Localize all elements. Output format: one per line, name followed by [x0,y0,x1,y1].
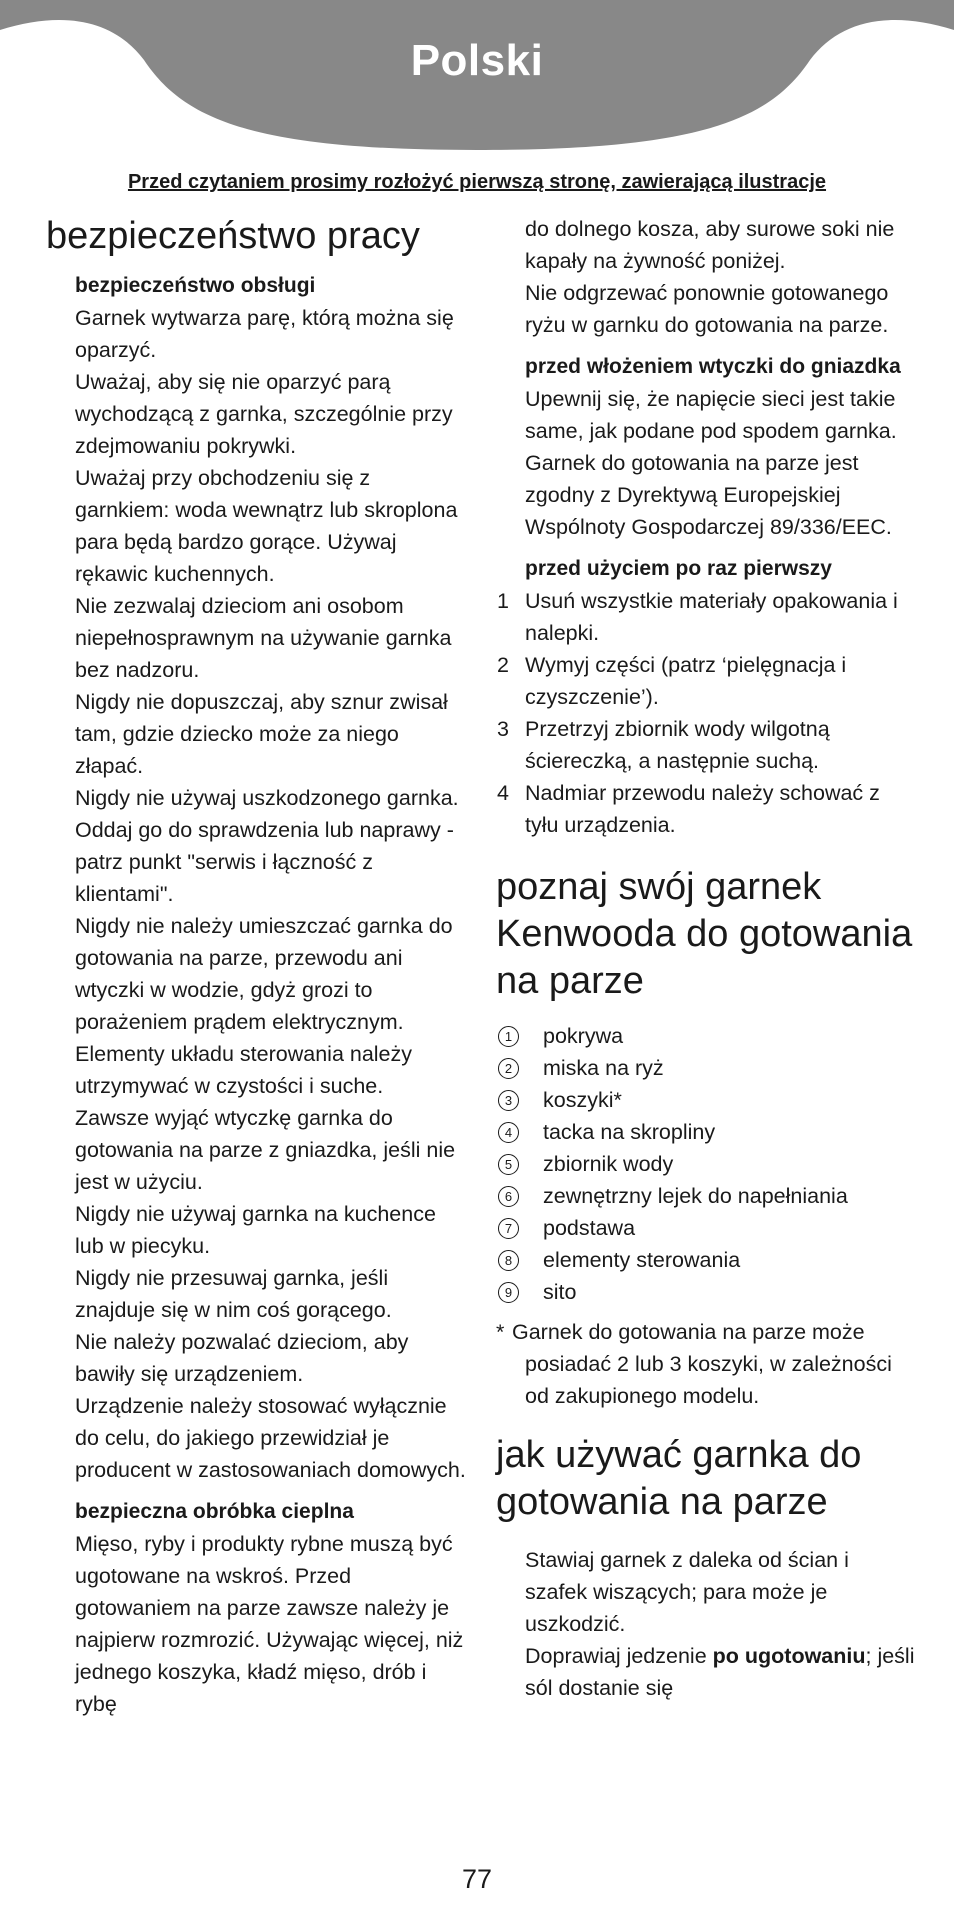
part-label: tacka na skropliny [543,1120,716,1144]
circled-number: 4 [498,1122,519,1143]
paragraph [525,1640,916,1704]
part-label: koszyki* [543,1088,622,1112]
section-how-to-use [496,1544,916,1704]
list-item [496,1212,916,1244]
step-text: Przetrzyj zbiornik wody wilgotną ściereczką, a następnie suchą. [525,717,830,773]
list-item [496,1052,916,1084]
circled-number: 1 [498,1026,519,1047]
paragraph: Mięso, ryby i produkty rybne muszą być ugotowane na wskroś. Przed gotowaniem na parze zawsze należy je najpierw rozmrozić. Używając więcej, niż jednego koszyka, kładź mięso, drób i rybę [75,1532,464,1716]
part-label: miska na ryż [543,1056,664,1080]
subheading-operation-safety: bezpieczeństwo obsługi [75,274,316,297]
list-item [496,1116,916,1148]
part-label: pokrywa [543,1024,624,1048]
paragraph: Nigdy nie przesuwaj garnka, jeśli znajduje się w nim coś gorącego. [75,1266,392,1322]
list-item [496,1276,916,1308]
part-label: sito [543,1280,577,1304]
subheading-safe-cooking: bezpieczna obróbka cieplna [75,1500,354,1523]
page-number: 77 [461,1864,493,1894]
baskets-note [496,1316,916,1412]
paragraph: Uważaj przy obchodzeniu się z garnkiem: woda wewnątrz lub skroplona para będą bardzo gorące. Używaj rękawic kuchennych. [75,466,458,586]
step-number: 4 [497,781,509,805]
paragraph: Uważaj, aby się nie oparzyć parą wychodzącą z garnka, szczególnie przy zdejmowaniu pokrywki. [75,370,453,458]
circled-number: 5 [498,1154,519,1175]
circled-number: 3 [498,1090,519,1111]
paragraph: Garnek wytwarza parę, którą można się oparzyć. [75,306,454,362]
first-use-steps [496,585,916,841]
paragraph: Nie odgrzewać ponownie gotowanego ryżu w garnku do gotowania na parze. [525,281,889,337]
heading-safety: bezpieczeństwo pracy [46,215,420,257]
list-item [496,1020,916,1052]
list-item [496,1148,916,1180]
list-item [496,1244,916,1276]
list-item [496,1180,916,1212]
circled-number: 8 [498,1250,519,1271]
text-run: Doprawiaj jedzenie [525,1644,713,1668]
subheading-before-plugging: przed włożeniem wtyczki do gniazdka [525,355,901,378]
part-label: elementy sterowania [543,1248,741,1272]
paragraph: Stawiaj garnek z daleka od ścian i szafek wiszących; para może je uszkodzić. [525,1548,849,1636]
circled-number: 6 [498,1186,519,1207]
list-item [496,713,916,777]
paragraph: Nie należy pozwalać dzieciom, aby bawiły się urządzeniem. [75,1330,409,1386]
paragraph: Nigdy nie dopuszczaj, aby sznur zwisał tam, gdzie dziecko może za niego złapać. [75,690,448,778]
paragraph: Urządzenie należy stosować wyłącznie do celu, do jakiego przewidział je producent w zastosowaniach domowych. [75,1394,466,1482]
subheading-before-first-use: przed użyciem po raz pierwszy [525,557,832,580]
right-column [496,213,916,1704]
paragraph: Garnek do gotowania na parze jest zgodny z Dyrektywą Europejskiej Wspólnoty Gospodarczej 89/336/EEC. [525,451,892,539]
note-asterisk: * [496,1320,505,1344]
text-run: ; jeśli sól dostanie się [525,1644,915,1700]
paragraph: Nigdy nie używaj garnka na kuchence lub w piecyku. [75,1202,436,1258]
paragraph: Upewnij się, że napięcie sieci jest takie same, jak podane pod spodem garnka. [525,387,897,443]
circled-number: 9 [498,1282,519,1303]
step-number: 2 [497,653,509,677]
part-label: zbiornik wody [543,1152,674,1176]
part-label: zewnętrzny lejek do napełniania [543,1184,848,1208]
heading-know-your-steamer: poznaj swój garnek Kenwooda do gotowania na parze [496,866,913,1002]
left-column [46,213,466,1720]
bold-text: po ugotowaniu [712,1644,866,1668]
continued-text [496,213,916,585]
step-text: Usuń wszystkie materiały opakowania i nalepki. [525,589,898,645]
circled-number: 2 [498,1058,519,1079]
parts-list [496,1020,916,1308]
step-text: Wymyj części (patrz ‘pielęgnacja i czyszczenie’). [525,653,847,709]
step-number: 1 [497,589,509,613]
heading-how-to-use: jak używać garnka do gotowania na parze [496,1434,862,1523]
part-label: podstawa [543,1216,636,1240]
paragraph: Nigdy nie używaj uszkodzonego garnka. Oddaj go do sprawdzenia lub naprawy - patrz punkt "serwis i łączność z klientami". [75,786,459,906]
list-item [496,1084,916,1116]
list-item [496,585,916,649]
paragraph: do dolnego kosza, aby surowe soki nie kapały na żywność poniżej. [525,217,895,273]
page-title: Polski [410,36,544,85]
step-text: Nadmiar przewodu należy schować z tyłu urządzenia. [525,781,880,837]
note-text: Garnek do gotowania na parze może posiadać 2 lub 3 koszyki, w zależności od zakupionego modelu. [512,1320,892,1408]
section-operation-safety [46,270,466,1720]
paragraph: Nigdy nie należy umieszczać garnka do gotowania na parze, przewodu ani wtyczki w wodzie, gdyż grozi to porażeniem prądem elektrycznym. Elementy układu sterowania należy utrzymywać w czystości i suche. [75,914,453,1098]
circled-number: 7 [498,1218,519,1239]
paragraph: Zawsze wyjąć wtyczkę garnka do gotowania na parze z gniazdka, jeśli nie jest w użyciu. [75,1106,456,1194]
step-number: 3 [497,717,509,741]
subtitle: Przed czytaniem prosimy rozłożyć pierwszą stronę, zawierającą ilustracje [127,171,827,193]
list-item [496,649,916,713]
paragraph: Nie zezwalaj dzieciom ani osobom niepełnosprawnym na używanie garnka bez nadzoru. [75,594,452,682]
list-item [496,777,916,841]
